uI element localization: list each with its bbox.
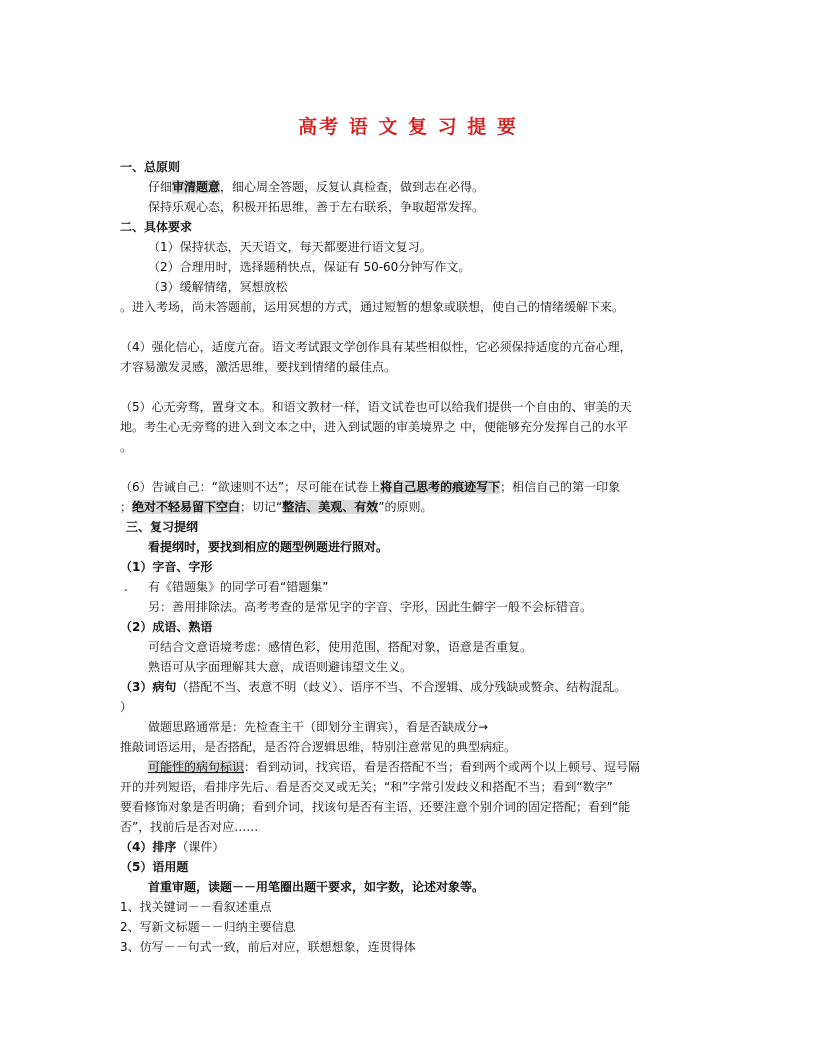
part-3-heading	[120, 678, 626, 696]
requirement-1: （1）保持状态，天天语文，每天都要进行语文复习。	[148, 240, 432, 254]
text: （课件）	[176, 840, 225, 854]
bold-text: （4）排序	[120, 840, 177, 854]
part-1-line-2: 另：善用排除法。高考考查的是常见字的字音、字形，因此生僻字一般不会标错音。	[148, 600, 593, 614]
highlight-text: 审清题意	[172, 180, 221, 194]
requirement-6-line-2	[120, 498, 432, 516]
requirement-3: （3）缓解情绪，冥想放松	[148, 280, 288, 294]
part-3-line-1: 做题思路通常是：先检查主干（即划分主谓宾），看是否缺成分→	[148, 720, 489, 734]
highlight-text: 可能性的病句标识	[148, 760, 245, 774]
part-3-line-4: 开的并列短语，看排序先后、看是否交叉或无关；“和”字常引发歧义和搭配不当；看到“数字”	[120, 780, 613, 794]
bold-text: （3）病句	[120, 680, 177, 694]
text: 仔细	[148, 180, 173, 194]
part-5-heading: （5）语用题	[120, 860, 189, 874]
requirement-3-continued: 。进入考场，尚未答题前，运用冥想的方式，通过短暂的想象或联想，使自己的情绪缓解下来。	[120, 300, 625, 314]
requirement-5-line-3: 。	[120, 440, 133, 454]
section-1-line-1	[148, 178, 484, 196]
part-5-item-1: 1、找关键词－－看叙述重点	[120, 900, 272, 914]
part-5-item-3: 3、仿写－－句式一致，前后对应，联想想象，连贯得体	[120, 940, 416, 954]
text: （搭配不当、表意不明（歧义）、语序不当、不合逻辑、成分残缺或赘余、结构混乱。	[176, 680, 627, 694]
section-2-heading: 二、具体要求	[120, 220, 193, 234]
requirement-5-line-1: （5）心无旁骛，置身文本。和语文教材一样，语文试卷也可以给我们提供一个自由的、审美的天	[120, 400, 632, 414]
text: （6）告诫自己：“欲速则不达”；尽可能在试卷上	[120, 480, 381, 494]
section-3-heading: 三、复习提纲	[126, 520, 199, 534]
text: ；相信自己的第一印象	[500, 480, 621, 494]
requirement-6-line-1	[120, 478, 620, 496]
requirement-5-line-2: 地。考生心无旁骛的进入到文本之中，进入到试题的审美境界之 中，便能够充分发挥自己的水平	[120, 420, 628, 434]
text: ”的原则。	[378, 500, 433, 514]
part-1-heading: （1）字音、字形	[120, 560, 213, 574]
document-title: 高考 语 文 复 习 提 要	[298, 116, 518, 138]
text: ，细心周全答题，反复认真检查，做到志在必得。	[220, 180, 485, 194]
part-2-line-2: 熟语可从字面理解其大意，成语则避讳望文生义。	[148, 660, 413, 674]
requirement-4-line-2: 才容易激发灵感，激活思维，要找到情绪的最佳点。	[120, 360, 397, 374]
text: ；切记“	[240, 500, 283, 514]
part-2-heading: （2）成语、熟语	[120, 620, 213, 634]
list-marker: .	[124, 580, 128, 594]
part-3-line-3	[148, 758, 640, 776]
highlight-text: 将自己思考的痕迹写下	[380, 480, 501, 494]
part-2-line-1: 可结合文意语境考虑：感情色彩，使用范围，搭配对象，语意是否重复。	[148, 640, 533, 654]
part-1-line-1: 有《错题集》的同学可看“错题集”	[148, 580, 329, 594]
part-5-intro: 首重审题，读题－－用笔圈出题干要求，如字数，论述对象等。	[148, 880, 485, 894]
part-3-line-2: 推敲词语运用，是否搭配，是否符合逻辑思维，特别注意常见的典型病症。	[120, 740, 517, 754]
section-1-line-2: 保持乐观心态，积极开拓思维，善于左右联系，争取超常发挥。	[148, 200, 485, 214]
part-4-heading	[120, 838, 224, 856]
part-3-line-5: 要看修饰对象是否明确；看到介词，找该句是否有主语，还要注意个别介词的固定搭配；看到“能	[120, 800, 631, 814]
part-3-line-6: 否”，找前后是否对应……	[120, 820, 259, 834]
section-3-intro: 看提纲时，要找到相应的题型例题进行照对。	[148, 540, 389, 554]
text: ：看到动词，找宾语，看是否搭配不当；看到两个或两个以上顿号、逗号隔	[244, 760, 641, 774]
part-3-paren: ）	[120, 700, 133, 714]
part-5-item-2: 2、写新文标题－－归纳主要信息	[120, 920, 296, 934]
section-1-heading: 一、总原则	[120, 160, 181, 174]
highlight-text: 绝对不轻易留下空白	[132, 500, 241, 514]
requirement-2: （2）合理用时，选择题稍快点，保证有 50-60分钟写作文。	[148, 260, 471, 274]
text: ；	[120, 500, 133, 514]
highlight-text: 整洁、美观、有效	[282, 500, 379, 514]
requirement-4-line-1: （4）强化信心，适度亢奋。语文考试跟文学创作具有某些相似性，它必须保持适度的亢奋心理，	[120, 340, 632, 354]
